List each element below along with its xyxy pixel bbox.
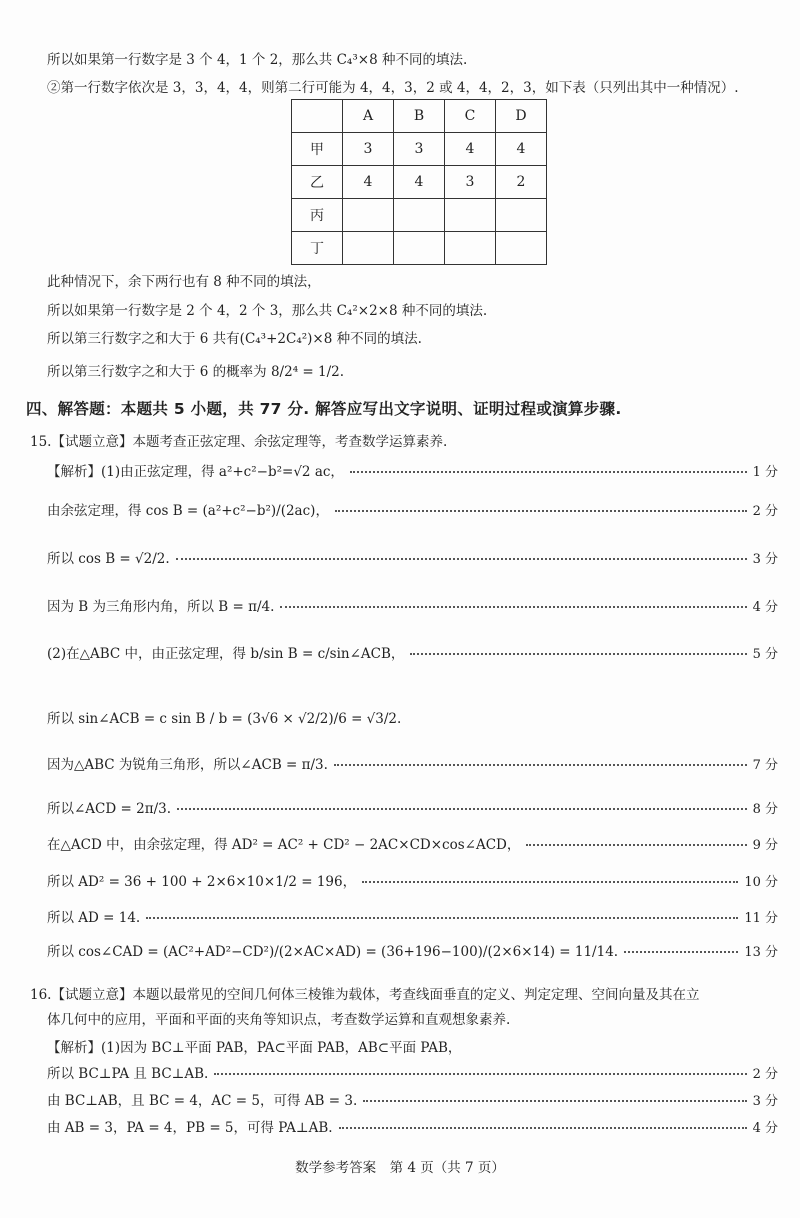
q15-step bbox=[47, 499, 778, 519]
leader-dots bbox=[624, 951, 738, 953]
table-cell: 4 bbox=[496, 133, 547, 166]
step-score: 9 分 bbox=[752, 837, 778, 853]
after-line-3: 所以第三行数字之和大于 6 共有(C₄³+2C₄²)×8 种不同的填法. bbox=[47, 331, 422, 347]
step-score: 7 分 bbox=[752, 757, 778, 773]
q15-step bbox=[47, 642, 778, 662]
step-text: 因为 B 为三角形内角，所以 B = π/4. bbox=[47, 599, 275, 615]
leader-dots bbox=[146, 917, 738, 919]
step-text: 【解析】(1)由正弦定理，得 a²+c²−b²=√2 ac， bbox=[47, 464, 344, 480]
after-line-4: 所以第三行数字之和大于 6 的概率为 8/2⁴ = 1/2. bbox=[47, 364, 345, 380]
table-cell: 丙 bbox=[292, 199, 343, 232]
step-score: 11 分 bbox=[744, 910, 778, 926]
q15-step bbox=[47, 595, 778, 615]
table-cell: 4 bbox=[394, 166, 445, 199]
leader-dots bbox=[350, 471, 747, 473]
table-cell: A bbox=[343, 100, 394, 133]
intro-line-1: 所以如果第一行数字是 3 个 4，1 个 2，那么共 C₄³×8 种不同的填法. bbox=[47, 52, 468, 68]
table-cell: 3 bbox=[445, 166, 496, 199]
q15-step bbox=[47, 870, 778, 890]
step-text: 所以 AD = 14. bbox=[47, 910, 141, 926]
table-cell: 4 bbox=[445, 133, 496, 166]
step-score: 4 分 bbox=[752, 599, 778, 615]
table-cell bbox=[292, 100, 343, 133]
q16-step bbox=[47, 1089, 778, 1109]
step-text: 所以 BC⊥PA 且 BC⊥AB. bbox=[47, 1066, 209, 1082]
q15-step bbox=[47, 940, 778, 960]
table-cell bbox=[445, 199, 496, 232]
step-text: (2)在△ABC 中，由正弦定理，得 b/sin B = c/sin∠ACB， bbox=[47, 646, 405, 662]
step-score: 8 分 bbox=[752, 801, 778, 817]
leader-dots bbox=[363, 1100, 746, 1102]
table-cell: 3 bbox=[343, 133, 394, 166]
table-cell: 2 bbox=[496, 166, 547, 199]
q15-step bbox=[47, 753, 778, 773]
table-cell: 4 bbox=[343, 166, 394, 199]
q16-step bbox=[47, 1062, 778, 1082]
q15-step bbox=[47, 906, 778, 926]
q15-step bbox=[47, 797, 778, 817]
step-text: 在△ACD 中，由余弦定理，得 AD² = AC² + CD² − 2AC×CD×cos∠ACD， bbox=[47, 837, 521, 853]
table-cell: 甲 bbox=[292, 133, 343, 166]
leader-dots bbox=[280, 606, 746, 608]
step-text: 所以 cos B = √2/2. bbox=[47, 551, 170, 567]
step-score: 13 分 bbox=[744, 944, 778, 960]
leader-dots bbox=[335, 510, 747, 512]
q15-intent: 15.【试题立意】本题考查正弦定理、余弦定理等，考查数学运算素养. bbox=[30, 434, 448, 450]
table-cell: C bbox=[445, 100, 496, 133]
table-header-row bbox=[292, 100, 547, 133]
leader-dots bbox=[214, 1073, 746, 1075]
leader-dots bbox=[177, 808, 747, 810]
leader-dots bbox=[334, 764, 747, 766]
step-score: 3 分 bbox=[752, 1093, 778, 1109]
table-row bbox=[292, 232, 547, 265]
page-footer: 数学参考答案 第 4 页（共 7 页） bbox=[295, 1160, 505, 1176]
fill-table bbox=[291, 99, 547, 265]
table-cell: D bbox=[496, 100, 547, 133]
table-cell bbox=[343, 232, 394, 265]
leader-dots bbox=[362, 881, 738, 883]
table-cell bbox=[394, 199, 445, 232]
table-row bbox=[292, 133, 547, 166]
step-text: 由余弦定理，得 cos B = (a²+c²−b²)/(2ac)， bbox=[47, 503, 329, 519]
step-text: 所以∠ACD = 2π/3. bbox=[47, 801, 171, 817]
after-line-1: 此种情况下，余下两行也有 8 种不同的填法， bbox=[47, 274, 321, 290]
leader-dots bbox=[176, 558, 747, 560]
leader-dots bbox=[339, 1127, 747, 1129]
q15-step-no-score: 所以 sin∠ACB = c sin B / b = (3√6 × √2/2)/6 = √3/2. bbox=[47, 711, 402, 727]
step-score: 2 分 bbox=[752, 503, 778, 519]
table-cell: 丁 bbox=[292, 232, 343, 265]
table-cell bbox=[445, 232, 496, 265]
step-score: 10 分 bbox=[744, 874, 778, 890]
q16-intent-line-1: 16.【试题立意】本题以最常见的空间几何体三棱锥为载体，考查线面垂直的定义、判定定理、空间向量及其在立 bbox=[30, 987, 700, 1003]
section-heading: 四、解答题：本题共 5 小题，共 77 分. 解答应写出文字说明、证明过程或演算步骤. bbox=[26, 400, 622, 418]
step-text: 由 AB = 3，PA = 4，PB = 5，可得 PA⊥AB. bbox=[47, 1120, 333, 1136]
table-cell: B bbox=[394, 100, 445, 133]
step-score: 5 分 bbox=[752, 646, 778, 662]
intro-line-2: ②第一行数字依次是 3，3，4，4，则第二行可能为 4，4，3，2 或 4，4，2，3，如下表（只列出其中一种情况）. bbox=[47, 80, 739, 96]
table-cell: 3 bbox=[394, 133, 445, 166]
step-text: 由 BC⊥AB，且 BC = 4，AC = 5，可得 AB = 3. bbox=[47, 1093, 358, 1109]
step-score: 3 分 bbox=[752, 551, 778, 567]
table-cell: 乙 bbox=[292, 166, 343, 199]
table-cell bbox=[496, 232, 547, 265]
step-score: 4 分 bbox=[752, 1120, 778, 1136]
after-line-2: 所以如果第一行数字是 2 个 4，2 个 3，那么共 C₄²×2×8 种不同的填法. bbox=[47, 303, 488, 319]
table-cell bbox=[343, 199, 394, 232]
leader-dots bbox=[410, 653, 746, 655]
step-text: 所以 AD² = 36 + 100 + 2×6×10×1/2 = 196， bbox=[47, 874, 357, 890]
q16-step bbox=[47, 1116, 778, 1136]
step-text: 所以 cos∠CAD = (AC²+AD²−CD²)/(2×AC×AD) = (36+196−100)/(2×6×14) = 11/14. bbox=[47, 944, 619, 960]
q16-intent-line-2: 体几何中的应用，平面和平面的夹角等知识点，考查数学运算和直观想象素养. bbox=[47, 1012, 511, 1028]
table-cell bbox=[394, 232, 445, 265]
step-score: 1 分 bbox=[752, 464, 778, 480]
q15-step bbox=[47, 833, 778, 853]
step-text: 因为△ABC 为锐角三角形，所以∠ACB = π/3. bbox=[47, 757, 328, 773]
step-score: 2 分 bbox=[752, 1066, 778, 1082]
leader-dots bbox=[526, 844, 746, 846]
q16-analysis: 【解析】(1)因为 BC⊥平面 PAB，PA⊂平面 PAB，AB⊂平面 PAB， bbox=[47, 1040, 462, 1056]
table-row bbox=[292, 166, 547, 199]
table-row bbox=[292, 199, 547, 232]
table-cell bbox=[496, 199, 547, 232]
q15-step bbox=[47, 460, 778, 480]
q15-step bbox=[47, 547, 778, 567]
